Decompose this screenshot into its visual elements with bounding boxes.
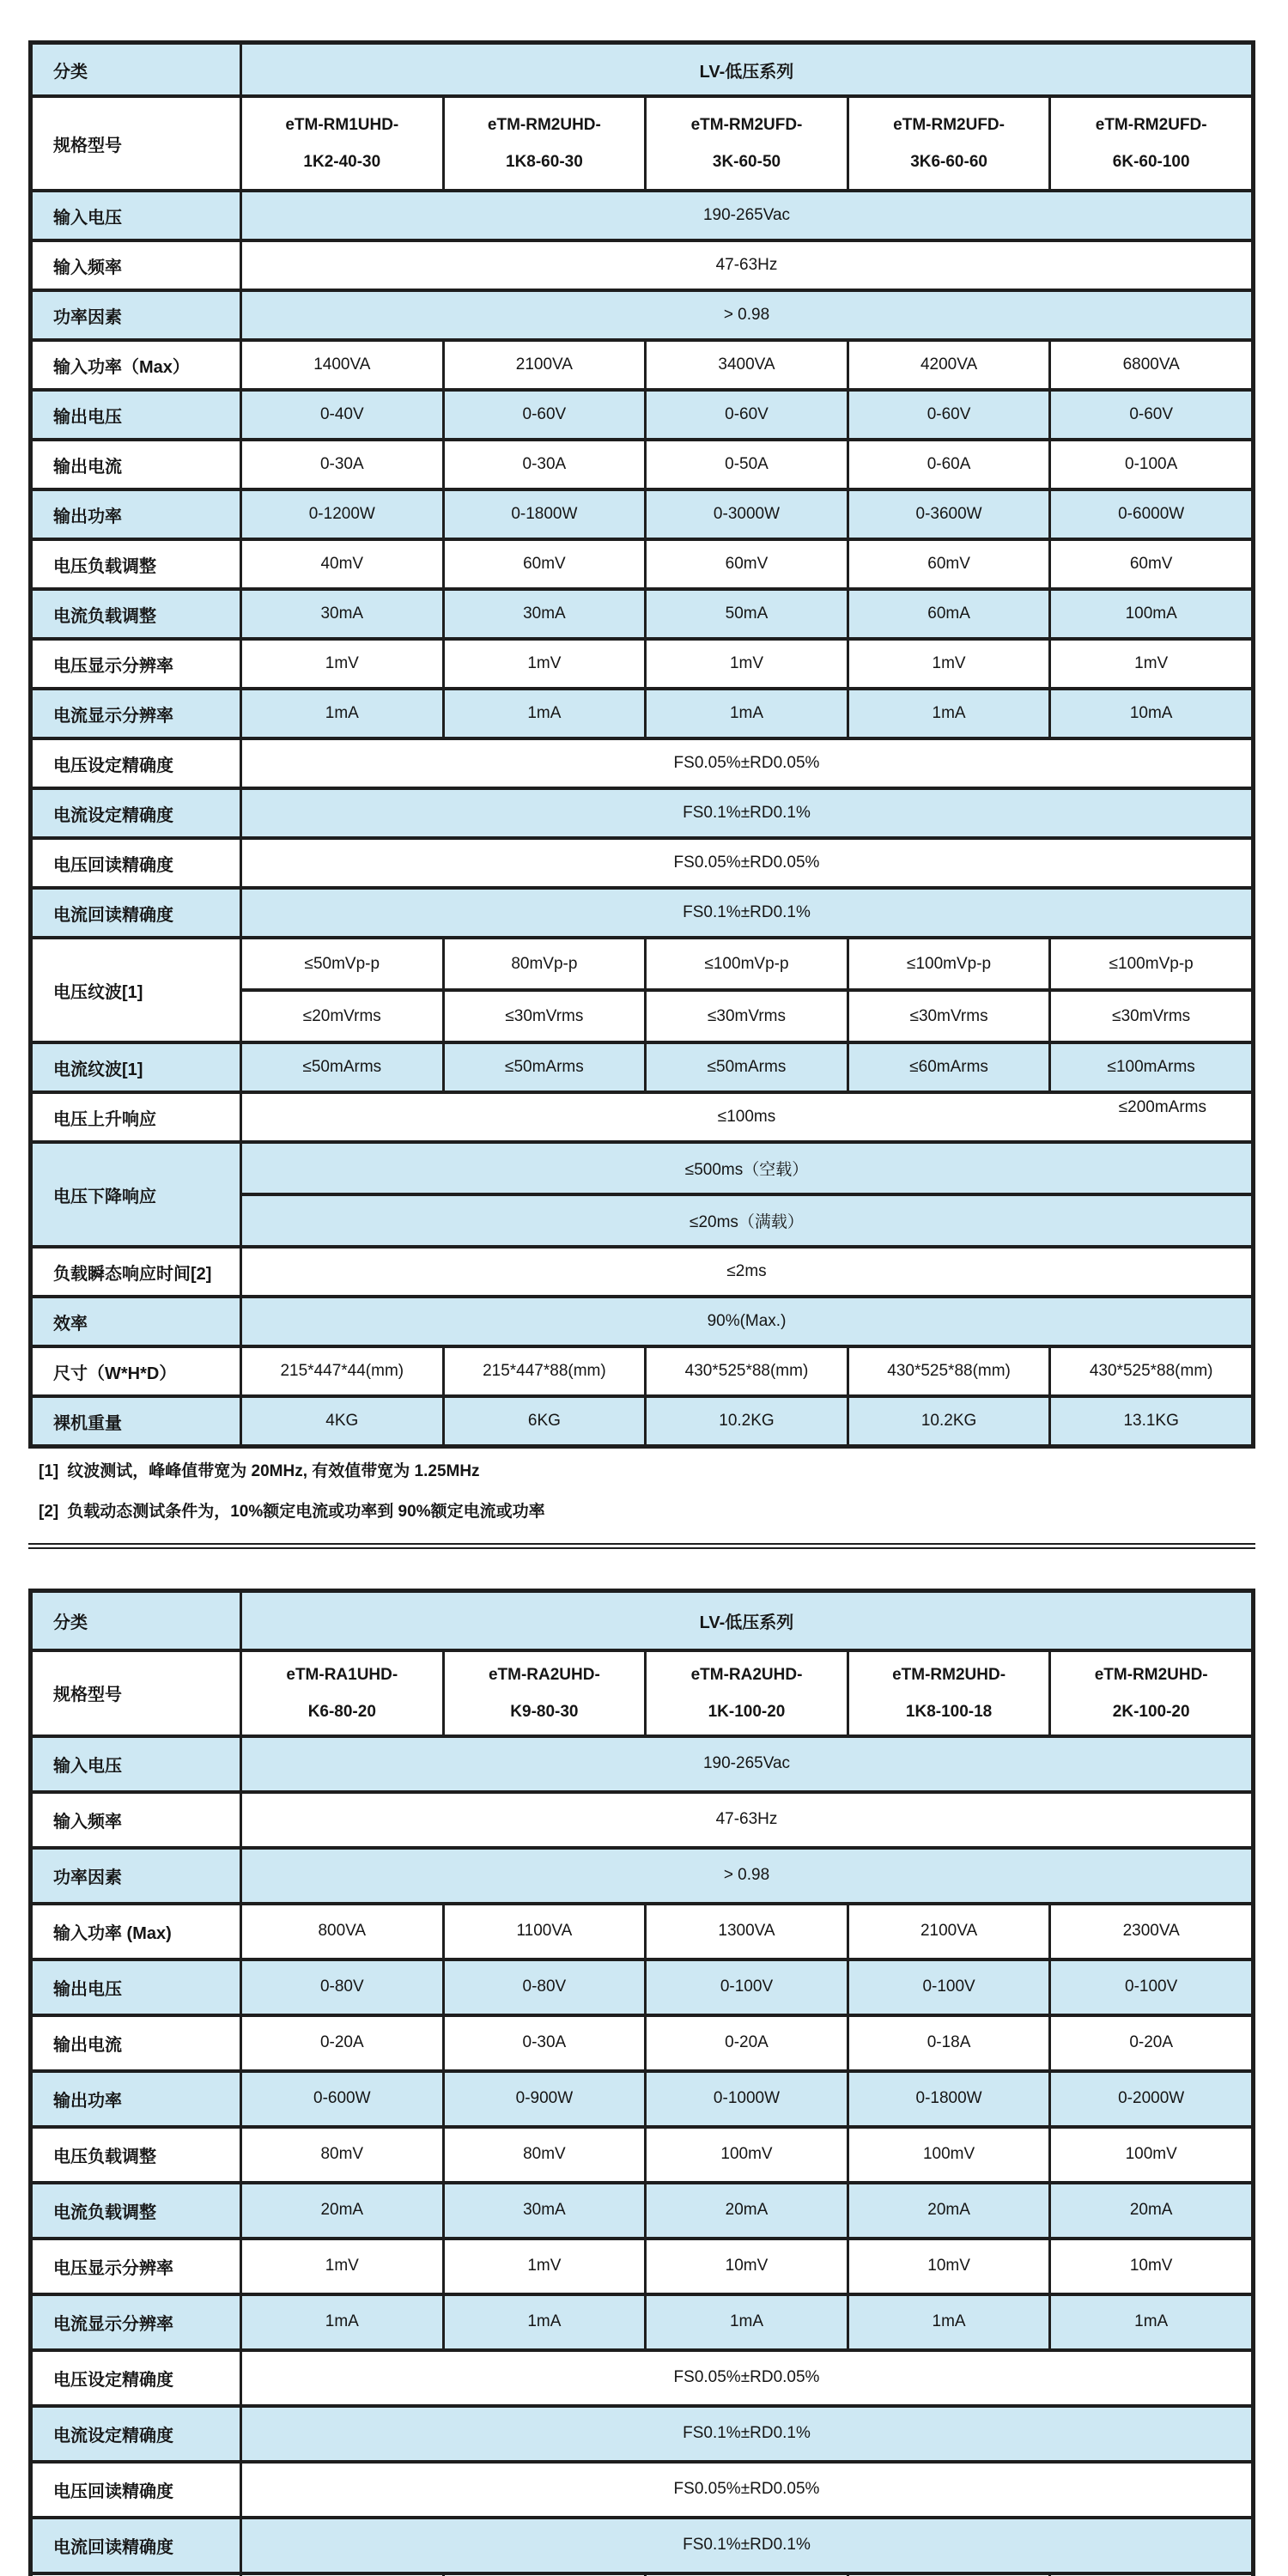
- model-cell: [1051, 98, 1251, 189]
- row-label: 输入功率 (Max): [33, 1905, 242, 1958]
- merged-value: ≤500ms（空载）: [684, 1161, 809, 1179]
- spec-value-cell: 800VA: [242, 1905, 445, 1958]
- spec-table-lv-series-2: [28, 1589, 1255, 2576]
- spec-value-cell: 0-1000W: [647, 2073, 849, 2125]
- merged-value: ≤20ms（满载）: [690, 1213, 804, 1231]
- spec-value-cell: 50mA: [647, 591, 849, 637]
- table-row: [33, 338, 1251, 388]
- spec-value-cell: 0-900W: [445, 2073, 647, 2125]
- table-row: [33, 787, 1251, 836]
- model-label: 规格型号: [33, 1652, 242, 1735]
- spec-value-cell: 60mA: [849, 591, 1052, 637]
- spec-value-cell: 10.2KG: [647, 1398, 849, 1444]
- row-label: 功率因素: [33, 1850, 242, 1902]
- table-row: [33, 2237, 1251, 2293]
- model-cell: [445, 98, 647, 189]
- row-label: 电流负载调整: [33, 2184, 242, 2237]
- footnote-1: [39, 1462, 1260, 1482]
- spec-value-cell: 10mA: [1129, 704, 1173, 722]
- spec-value-cell: ≤100mVp-p: [849, 939, 1052, 988]
- category-row: [33, 1593, 1251, 1649]
- row-label: 输入频率: [33, 242, 242, 289]
- table-row: [33, 239, 1251, 289]
- table-row: [33, 289, 1251, 338]
- spec-value-cell: 40mV: [242, 541, 445, 587]
- spec-value-cell: 430*525*88(mm): [647, 1348, 849, 1394]
- spec-value-cell: 0-60V: [1129, 405, 1174, 423]
- row-label: 输出功率: [33, 2073, 242, 2125]
- merged-value: 47-63Hz: [715, 256, 778, 274]
- model-name-line2: 2K-100-20: [1112, 1702, 1190, 1721]
- merged-value-text: ≤100ms: [717, 1108, 776, 1126]
- merged-value: 47-63Hz: [715, 1810, 778, 1829]
- row-label: 裸机重量: [33, 1398, 242, 1444]
- table-row: [33, 1735, 1251, 1790]
- spec-value-cell: 20mA: [849, 2184, 1052, 2237]
- spec-value-cell: 2300VA: [1122, 1922, 1180, 1941]
- row-label: 电压显示分辨率: [33, 2240, 242, 2293]
- model-name-line1: eTM-RM1UHD-: [285, 116, 399, 134]
- model-name-line2: 6K-60-100: [1112, 153, 1190, 171]
- sub-row: [242, 939, 1251, 988]
- table-row: [33, 1394, 1251, 1444]
- model-cell: [849, 1652, 1052, 1735]
- row-label: 电压下降响应: [33, 1144, 242, 1245]
- spec-value-cell: 0-3000W: [647, 491, 849, 538]
- spec-value-cell: ≤50mArms: [647, 1044, 849, 1091]
- model-cell: [242, 1652, 445, 1735]
- merged-value: FS0.1%±RD0.1%: [683, 2424, 811, 2443]
- model-row: [33, 94, 1251, 189]
- spec-value-cell: 10.2KG: [849, 1398, 1052, 1444]
- spec-value-cell: 0-20A: [242, 2017, 445, 2069]
- table-row: [33, 1790, 1251, 1846]
- spec-value-cell: 1mV: [1134, 654, 1169, 672]
- model-name-line2: K9-80-30: [510, 1702, 579, 1721]
- spec-value-cell: 0-20A: [647, 2017, 849, 2069]
- spec-value-cell: 0-6000W: [1118, 505, 1185, 523]
- table-row: [33, 438, 1251, 488]
- table-row: [33, 1846, 1251, 1902]
- row-label: 输出电压: [33, 392, 242, 438]
- row-label: 电流回读精确度: [33, 890, 242, 936]
- model-row: [33, 1649, 1251, 1735]
- table-row: [33, 936, 1251, 1041]
- table-row: [33, 1958, 1251, 2014]
- spec-value-cell: 0-1800W: [849, 2073, 1052, 2125]
- merged-value: FS0.05%±RD0.05%: [673, 2368, 820, 2387]
- row-label: 电压设定精确度: [33, 740, 242, 787]
- table-row: [33, 2069, 1251, 2125]
- category-label: 分类: [33, 1593, 242, 1649]
- spec-value-cell: 10mV: [647, 2240, 849, 2293]
- spec-value-cell: 20mA: [647, 2184, 849, 2237]
- model-label: 规格型号: [33, 98, 242, 189]
- row-label: 电流纹波[1]: [33, 1044, 242, 1091]
- spec-value-cell: 1100VA: [445, 1905, 647, 1958]
- spec-value-cell: ≤50mArms: [445, 1044, 647, 1091]
- merged-value: FS0.1%±RD0.1%: [683, 2536, 811, 2555]
- model-cell: [647, 1652, 849, 1735]
- sub-row: [242, 1144, 1251, 1193]
- spec-value-cell: 6800VA: [1122, 355, 1180, 374]
- spec-value-cell: ≤30mVrms: [849, 992, 1052, 1041]
- spec-value-cell: 0-30A: [242, 441, 445, 488]
- merged-value: 90%(Max.): [707, 1312, 787, 1330]
- table-row: [33, 836, 1251, 886]
- table-row: [33, 1295, 1251, 1345]
- model-name-line2: 3K-60-50: [712, 153, 781, 171]
- row-label: 电压负载调整: [33, 541, 242, 587]
- model-name-line1: eTM-RM2UFD-: [1095, 116, 1207, 134]
- footnote-1-text: 纹波测试，峰峰值带宽为 20MHz, 有效值带宽为 1.25MHz: [67, 1462, 480, 1480]
- spec-value-cell: ≤100mVp-p: [1109, 954, 1194, 973]
- spec-value-cell: 20mA: [1129, 2201, 1173, 2220]
- spec-value-cell: 1mA: [849, 690, 1052, 737]
- table-row: [33, 1091, 1251, 1140]
- spec-value-cell: 0-100A: [1125, 455, 1178, 473]
- row-label: 电流显示分辨率: [33, 2296, 242, 2348]
- row-label: 输入电压: [33, 192, 242, 239]
- section-divider: [28, 1543, 1255, 1549]
- sub-row: [242, 1193, 1251, 1245]
- table-row: [33, 587, 1251, 637]
- table-row: [33, 1245, 1251, 1295]
- merged-value: FS0.1%±RD0.1%: [683, 903, 811, 921]
- table-row: [33, 2014, 1251, 2069]
- spec-value-cell: 4KG: [242, 1398, 445, 1444]
- table-row: [33, 2404, 1251, 2460]
- table-row: [33, 886, 1251, 936]
- row-label: 输入功率（Max）: [33, 342, 242, 388]
- spec-value-cell: 60mV: [445, 541, 647, 587]
- row-label: 效率: [33, 1298, 242, 1345]
- spec-value-cell: 2100VA: [849, 1905, 1052, 1958]
- spec-value-cell: 1400VA: [242, 342, 445, 388]
- spec-value-cell: 13.1KG: [1123, 1412, 1179, 1430]
- spec-value-cell: ≤30mVrms: [1112, 1006, 1191, 1025]
- row-label: 输出电压: [33, 1961, 242, 2014]
- spec-value-cell: 100mV: [647, 2129, 849, 2181]
- spec-value-cell: 80mV: [242, 2129, 445, 2181]
- model-name-line1: eTM-RA1UHD-: [286, 1665, 398, 1684]
- footnote-2-text: 负载动态测试条件为，10%额定电流或功率到 90%额定电流或功率: [67, 1502, 545, 1521]
- spec-value-cell: 1mV: [647, 641, 849, 687]
- table-row: [33, 2181, 1251, 2237]
- row-label: 电压设定精确度: [33, 2352, 242, 2404]
- overlay-value: ≤200mArms: [1118, 1098, 1206, 1116]
- table-row: [33, 2516, 1251, 2572]
- row-label: 输入电压: [33, 1738, 242, 1790]
- spec-value-cell: 1mV: [242, 2240, 445, 2293]
- spec-value-cell: 6KG: [445, 1398, 647, 1444]
- spec-value-cell: 0-100V: [849, 1961, 1052, 2014]
- spec-value-cell: 1mA: [242, 690, 445, 737]
- spec-value-cell: 20mA: [242, 2184, 445, 2237]
- spec-value-cell: 0-60A: [849, 441, 1052, 488]
- model-name-line2: 1K2-40-30: [303, 153, 381, 171]
- spec-value-cell: 0-600W: [242, 2073, 445, 2125]
- spec-value-cell: 430*525*88(mm): [849, 1348, 1052, 1394]
- spec-value-cell: 0-30A: [445, 441, 647, 488]
- spec-value-cell: ≤60mArms: [849, 1044, 1052, 1091]
- sub-rows: [242, 1144, 1251, 1245]
- merged-value: FS0.05%±RD0.05%: [673, 854, 820, 872]
- spec-value-cell: 1mV: [445, 2240, 647, 2293]
- category-label: 分类: [33, 45, 242, 94]
- spec-value-cell: 0-80V: [242, 1961, 445, 2014]
- model-cell: [849, 98, 1052, 189]
- row-label: 输出电流: [33, 441, 242, 488]
- table-row: [33, 1345, 1251, 1394]
- row-label: 电压纹波[1]: [33, 939, 242, 1041]
- spec-value-cell: 1mV: [849, 641, 1052, 687]
- spec-value-cell: 60mV: [849, 541, 1052, 587]
- table-row: [33, 2348, 1251, 2404]
- spec-value-cell: 0-100V: [647, 1961, 849, 2014]
- model-name-line1: eTM-RM2UHD-: [487, 116, 601, 134]
- spec-value-cell: 0-1200W: [242, 491, 445, 538]
- footnote-1-tag: [1]: [39, 1462, 59, 1480]
- spec-table-lv-series-1: [28, 40, 1255, 1449]
- spec-value-cell: 3400VA: [647, 342, 849, 388]
- spec-value-cell: 1300VA: [647, 1905, 849, 1958]
- spec-value-cell: 1mA: [647, 690, 849, 737]
- footnote-2-tag: [2]: [39, 1502, 59, 1521]
- row-label: 功率因素: [33, 292, 242, 338]
- spec-value-cell: 1mV: [445, 641, 647, 687]
- spec-value-cell: 0-50A: [647, 441, 849, 488]
- model-name-line1: eTM-RM2UFD-: [893, 116, 1005, 134]
- table-row: [33, 538, 1251, 587]
- merged-value: FS0.05%±RD0.05%: [673, 2480, 820, 2499]
- table-row: [33, 1041, 1251, 1091]
- model-name-line1: eTM-RM2UFD-: [690, 116, 803, 134]
- table-row: [33, 637, 1251, 687]
- spec-value-cell: 0-2000W: [1118, 2089, 1185, 2108]
- model-cell: [242, 98, 445, 189]
- model-name-line2: K6-80-20: [307, 1702, 376, 1721]
- spec-value-cell: 0-80V: [445, 1961, 647, 2014]
- row-label: 电压负载调整: [33, 2129, 242, 2181]
- spec-value-cell: ≤20mVrms: [242, 992, 445, 1041]
- spec-value-cell: 215*447*88(mm): [445, 1348, 647, 1394]
- spec-value-cell: 10mV: [849, 2240, 1052, 2293]
- spec-value-cell: ≤50mVp-p: [242, 939, 445, 988]
- merged-value: > 0.98: [723, 1866, 770, 1885]
- spec-value-cell: 100mV: [1125, 2145, 1177, 2164]
- merged-value: FS0.1%±RD0.1%: [683, 804, 811, 822]
- merged-value: 190-265Vac: [702, 206, 791, 224]
- spec-value-cell: 30mA: [445, 591, 647, 637]
- merged-value: FS0.05%±RD0.05%: [673, 754, 820, 772]
- table-row: [33, 687, 1251, 737]
- spec-value-cell: 60mV: [647, 541, 849, 587]
- spec-value-cell: 0-60V: [849, 392, 1052, 438]
- model-cell: [445, 1652, 647, 1735]
- spec-value-cell: 0-60V: [445, 392, 647, 438]
- spec-value-cell: 0-18A: [849, 2017, 1052, 2069]
- spec-value-cell: 100mA: [1125, 605, 1177, 623]
- model-cell: [1051, 1652, 1251, 1735]
- table-row: [33, 1902, 1251, 1958]
- footnotes: [39, 1462, 1260, 1522]
- partial-cut-row: [33, 2572, 1251, 2576]
- sub-rows: [242, 939, 1251, 1041]
- model-name-line2: 1K8-100-18: [905, 1702, 993, 1721]
- spec-value-cell: ≤30mVrms: [647, 992, 849, 1041]
- row-label: 电流显示分辨率: [33, 690, 242, 737]
- spec-value-cell: 0-3600W: [849, 491, 1052, 538]
- footnote-2: [39, 1503, 1260, 1522]
- spec-value-cell: 1mA: [1134, 2312, 1169, 2331]
- table-row: [33, 488, 1251, 538]
- row-label: 输入频率: [33, 1794, 242, 1846]
- spec-value-cell: 0-20A: [1129, 2033, 1174, 2052]
- row-label: 电流设定精确度: [33, 790, 242, 836]
- row-label: 电流负载调整: [33, 591, 242, 637]
- category-value: LV-低压系列: [699, 1613, 794, 1632]
- merged-value: > 0.98: [723, 306, 770, 324]
- merged-value: [242, 1094, 1251, 1140]
- table-row: [33, 737, 1251, 787]
- table-row: [33, 2293, 1251, 2348]
- merged-value: ≤2ms: [726, 1262, 767, 1280]
- table-row: [33, 1140, 1251, 1245]
- spec-value-cell: 80mVp-p: [445, 939, 647, 988]
- spec-value-cell: 1mA: [445, 690, 647, 737]
- spec-value-cell: 30mA: [445, 2184, 647, 2237]
- model-name-line1: eTM-RA2UHD-: [690, 1665, 803, 1684]
- spec-value-cell: ≤50mArms: [242, 1044, 445, 1091]
- spec-value-cell: 1mV: [242, 641, 445, 687]
- row-label: 输出功率: [33, 491, 242, 538]
- spec-value-cell: 0-30A: [445, 2017, 647, 2069]
- row-label: 电压回读精确度: [33, 840, 242, 886]
- row-label: 电压显示分辨率: [33, 641, 242, 687]
- model-name-line2: 1K8-60-30: [506, 153, 583, 171]
- spec-value-cell: 60mV: [1129, 555, 1173, 573]
- spec-value-cell: 0-40V: [242, 392, 445, 438]
- spec-value-cell: 0-60V: [647, 392, 849, 438]
- spec-value-cell: 10mV: [1129, 2257, 1173, 2275]
- row-label: 负载瞬态响应时间[2]: [33, 1249, 242, 1295]
- spec-value-cell: 1mA: [445, 2296, 647, 2348]
- spec-value-cell: ≤30mVrms: [445, 992, 647, 1041]
- spec-value-cell: 0-100V: [1125, 1978, 1178, 1996]
- spec-value-cell: ≤100mArms: [1107, 1058, 1195, 1076]
- category-row: [33, 45, 1251, 94]
- table-row: [33, 2125, 1251, 2181]
- model-cell: [647, 98, 849, 189]
- category-value: LV-低压系列: [699, 62, 794, 82]
- row-label: 电流设定精确度: [33, 2408, 242, 2460]
- spec-value-cell: 2100VA: [445, 342, 647, 388]
- model-name-line2: 1K-100-20: [708, 1702, 786, 1721]
- table-row: [33, 388, 1251, 438]
- model-name-line1: eTM-RM2UHD-: [1094, 1665, 1208, 1684]
- row-label: 输出电流: [33, 2017, 242, 2069]
- spec-value-cell: 1mA: [849, 2296, 1052, 2348]
- model-name-line1: eTM-RM2UHD-: [892, 1665, 1006, 1684]
- spec-value-cell: 0-1800W: [445, 491, 647, 538]
- row-label: 电流回读精确度: [33, 2519, 242, 2572]
- table-row: [33, 189, 1251, 239]
- row-label: 电压上升响应: [33, 1094, 242, 1140]
- row-label: 尺寸（W*H*D）: [33, 1348, 242, 1394]
- spec-value-cell: 30mA: [242, 591, 445, 637]
- spec-value-cell: 1mA: [647, 2296, 849, 2348]
- merged-value: 190-265Vac: [702, 1754, 791, 1773]
- spec-value-cell: 100mV: [849, 2129, 1052, 2181]
- spec-value-cell: 80mV: [445, 2129, 647, 2181]
- spec-value-cell: 4200VA: [849, 342, 1052, 388]
- model-name-line1: eTM-RA2UHD-: [488, 1665, 600, 1684]
- spec-value-cell: ≤100mVp-p: [647, 939, 849, 988]
- table-row: [33, 2460, 1251, 2516]
- sub-row: [242, 988, 1251, 1041]
- spec-value-cell: 1mA: [242, 2296, 445, 2348]
- row-label: 电压回读精确度: [33, 2464, 242, 2516]
- model-name-line2: 3K6-60-60: [910, 153, 987, 171]
- spec-value-cell: 430*525*88(mm): [1089, 1362, 1213, 1380]
- spec-value-cell: 215*447*44(mm): [242, 1348, 445, 1394]
